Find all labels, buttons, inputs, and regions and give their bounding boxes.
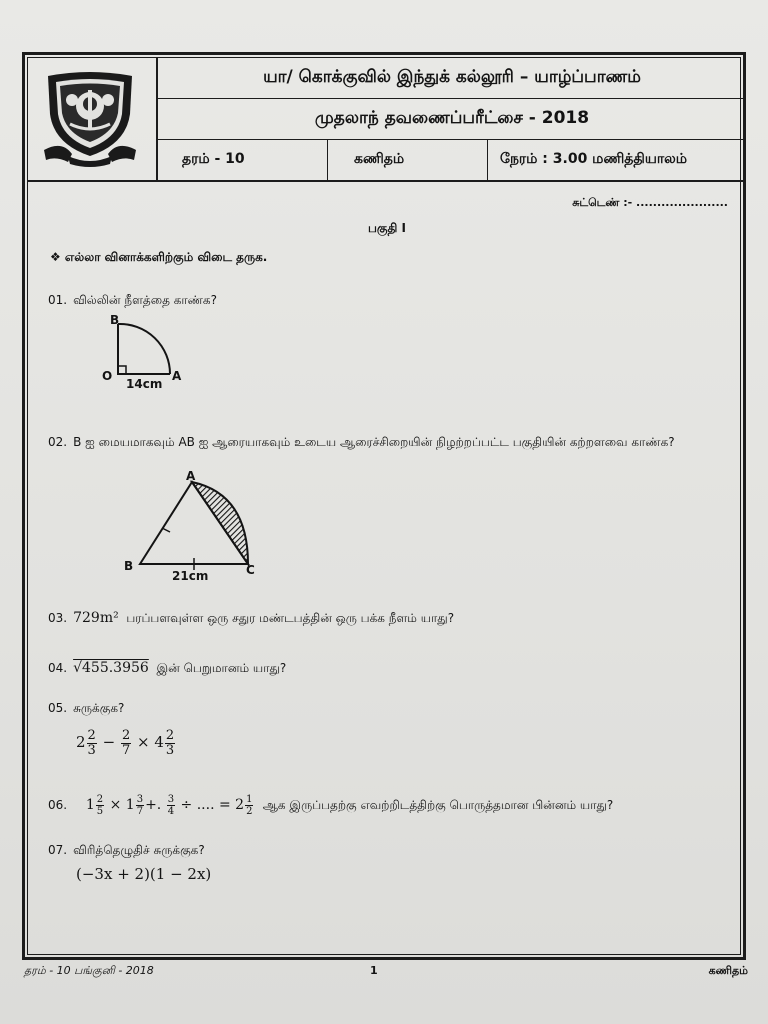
figure2-label-c: C [246,563,255,577]
figure-arc-sector [94,310,214,390]
figure1-label-a: A [172,369,182,383]
question-5 [48,698,124,718]
page-number: 1 [370,964,378,977]
grade-label: தரம் - 10 [158,140,328,180]
question-number: 06. [48,798,68,812]
instruction: ❖ எல்லா வினாக்களிற்கும் விடை தருக. [50,250,268,264]
footer-grade-date: தரம் - 10 பங்குனி - 2018 [24,964,154,977]
question-4 [48,658,286,678]
question-1 [48,290,217,310]
question-text: பரப்பளவுள்ள ஒரு சதுர மண்டபத்தின் ஒரு பக்க நீளம் யாது? [126,611,455,625]
question-text: வில்லின் நீளத்தை காண்க? [73,293,217,307]
question-6 [48,790,613,820]
question-3 [48,608,454,628]
question-number: 04. [48,661,68,675]
part-title: பகுதி I [368,221,406,235]
question-text: ஆக இருப்பதற்கு எவற்றிடத்திற்கு பொருத்தமான பின்னம் யாது? [262,798,614,812]
question-math: √455.3956 [73,660,149,676]
figure2-label-a: A [186,469,196,483]
exam-header [28,58,746,182]
figure1-length: 14cm [126,377,163,391]
page-border [22,52,746,960]
figure1-label-b: B [110,313,120,327]
question-number: 01. [48,293,68,307]
page-border-inner [27,57,741,955]
exam-title: முதலாந் தவணைப்பரீட்சை - 2018 [158,99,746,140]
question-number: 03. [48,611,68,625]
time-label: நேரம் : 3.00 மணித்தியாலம் [500,151,688,167]
school-name: யா/ கொக்குவில் இந்துக் கல்லூரி – யாழ்ப்பாணம் [158,58,746,99]
logo-cell [28,58,158,180]
q6-expression: 1 $\frac{2}{5}$ × 1 $\frac{3}{7}$ +. $\frac{3}{4}$ ÷ .... = 2 $\frac{1}{2}$ [85,793,253,817]
question-text: B ஐ மையமாகவும் AB ஐ ஆரையாகவும் உடைய ஆரைச்சிறையின் நிழற்றப்பட்ட பகுதியின் கற்றளவை காண்க? [73,435,675,449]
q7-expression: (−3x + 2)(1 − 2x) [76,865,212,883]
question-2 [48,432,728,452]
question-text: விரித்தெழுதிச் சுருக்குக? [73,843,205,857]
index-number-field: சுட்டெண் :- ...................... [572,196,728,209]
question-number: 07. [48,843,68,857]
q5-expression: 2 $\frac{2}{3}$ − $\frac{2}{7}$ × 4 $\frac{2}{3}$ [76,727,175,758]
figure-triangle-segment [98,469,255,583]
question-math: 729m² [73,610,119,626]
figure2-length: 21cm [172,569,209,583]
footer-subject: கணிதம் [708,964,748,977]
question-text: சுருக்குக? [73,701,125,715]
question-number: 05. [48,701,68,715]
exam-info-row [158,140,746,180]
question-number: 02. [48,435,68,449]
question-7 [48,840,205,860]
question-text: இன் பெறுமானம் யாது? [156,661,287,675]
figure1-label-o: O [102,369,113,383]
school-crest-icon [42,70,138,168]
subject-label: கணிதம் [328,140,488,180]
figure2-label-b: B [124,559,134,573]
